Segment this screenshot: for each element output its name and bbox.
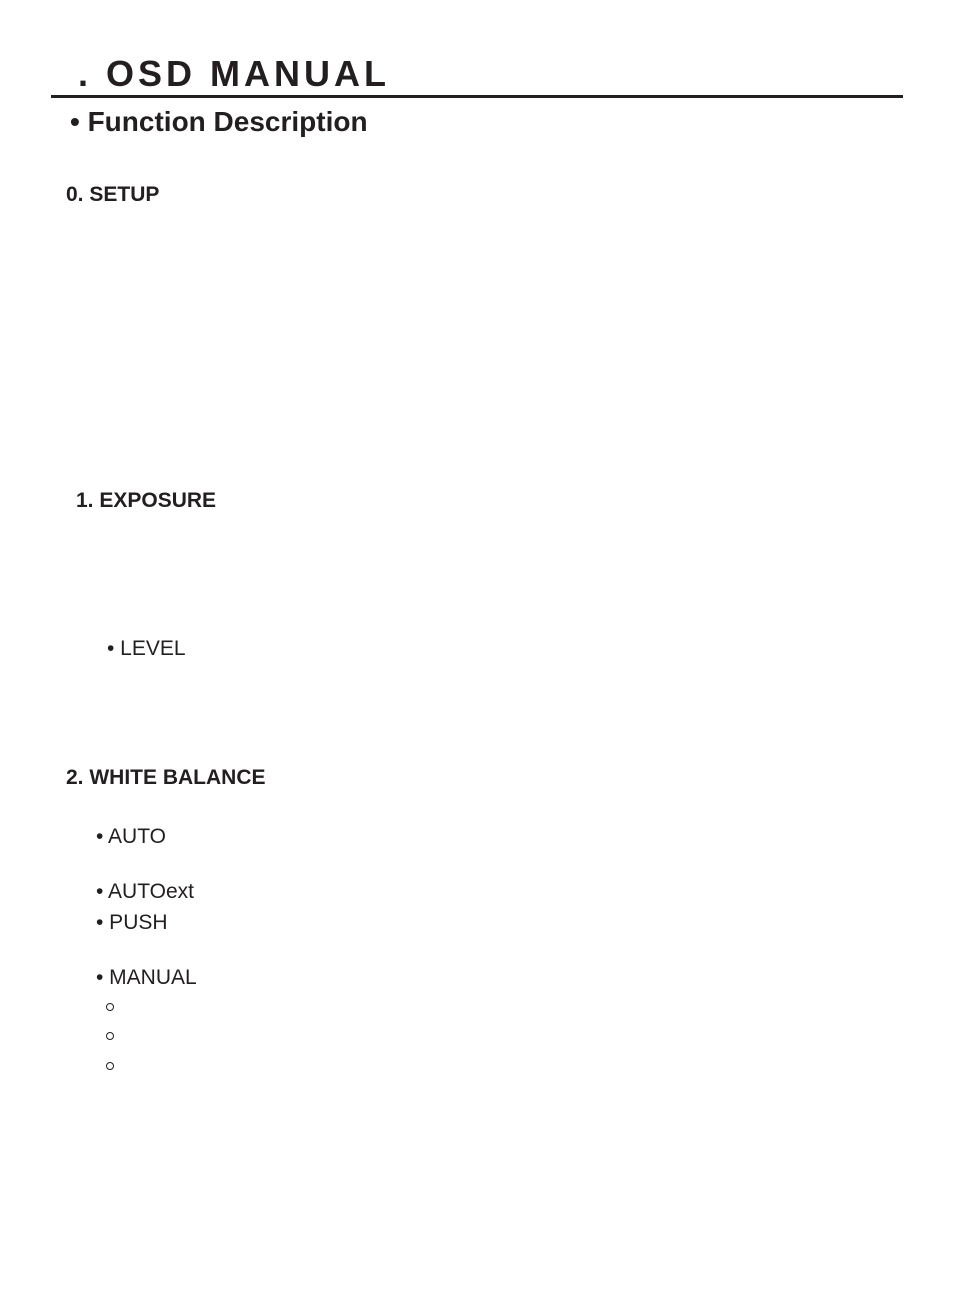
- manual-sub-bullet-icon: [106, 1062, 114, 1070]
- exposure-item-level: • LEVEL: [107, 637, 186, 660]
- section-subtitle: • Function Description: [70, 106, 368, 137]
- title-divider: [51, 95, 903, 98]
- manual-sub-bullet-icon: [106, 1032, 114, 1040]
- wb-item-autoext: • AUTOext: [96, 880, 194, 903]
- manual-sub-bullet-icon: [106, 1003, 114, 1011]
- wb-item-push: • PUSH: [96, 911, 168, 934]
- heading-setup: 0. SETUP: [66, 183, 160, 206]
- wb-item-manual: • MANUAL: [96, 966, 197, 989]
- heading-exposure: 1. EXPOSURE: [76, 489, 217, 512]
- heading-white-balance: 2. WHITE BALANCE: [66, 766, 266, 789]
- page-title: . OSD MANUAL: [78, 53, 390, 94]
- wb-item-auto: • AUTO: [96, 825, 166, 848]
